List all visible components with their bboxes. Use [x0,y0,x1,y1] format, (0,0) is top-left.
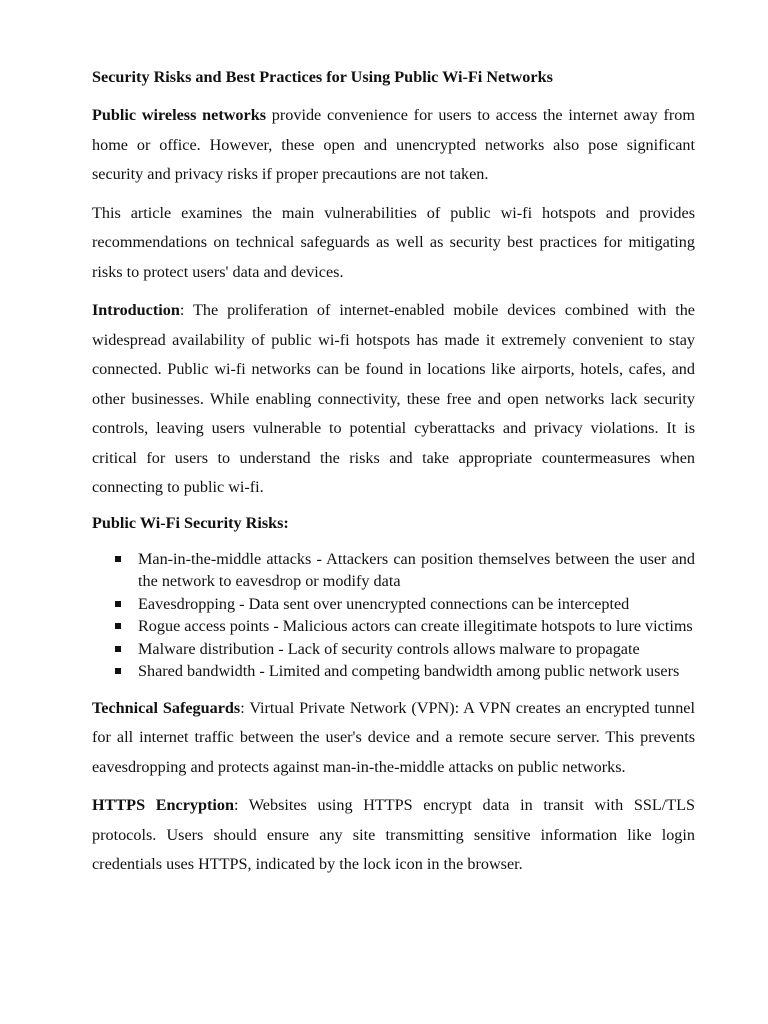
bullet-icon [115,601,121,607]
https-text: : Websites using HTTPS encrypt data in transit with SSL/TLS protocols. Users should ensure any site transmitting sensitive information like login credentials uses HTTPS, indicated by the lock icon in the browser. [92,796,695,873]
bullet-icon [115,623,121,629]
intro-paragraph [92,101,695,190]
intro-lead: Public wireless networks [92,106,267,124]
risks-list [92,548,695,683]
risk-item-text: Shared bandwidth - Limited and competing bandwidth among public network users [138,662,680,680]
technical-safeguards-lead: Technical Safeguards [92,698,241,717]
risk-item [92,638,695,661]
risk-item-text: Malware distribution - Lack of security controls allows malware to propagate [138,639,640,658]
risk-item [92,548,695,593]
bullet-icon [115,668,121,674]
technical-safeguards-text: : Virtual Private Network (VPN): A VPN creates an encrypted tunnel for all internet traffic between the user's device and a remote secure server. This prevents eavesdropping and protects against man-in-the-middle attacks on public networks. [92,698,695,776]
introduction-paragraph [92,296,695,503]
risks-heading: Public Wi-Fi Security Risks: [92,513,289,532]
risk-item-text: Man-in-the-middle attacks - Attackers can position themselves between the user and the network to eavesdrop or modify data [138,549,695,590]
risk-item-text: Rogue access points - Malicious actors can create illegitimate hotspots to lure victims [138,617,693,635]
introduction-text: : The proliferation of internet-enabled mobile devices combined with the widespread availability of public wi-fi hotspots has made it extremely convenient to stay connected. Public wi-fi networks can be found in locations like airports, hotels, cafes, and other businesses. While enabling connectivity, these free and open networks lack security controls, leaving users vulnerable to potential cyberattacks and privacy violations. It is critical for users to understand the risks and take appropriate countermeasures when connecting to public wi-fi. [92,301,695,496]
bullet-icon [115,556,121,562]
introduction-lead: Introduction [92,301,180,319]
https-lead: HTTPS Encryption [92,796,234,814]
document-title: Security Risks and Best Practices for Using Public Wi-Fi Networks [92,68,553,86]
overview-paragraph: This article examines the main vulnerabilities of public wi-fi hotspots and provides recommendations on technical safeguards as well as security best practices for mitigating risks to protect users' data and devices. [92,203,695,281]
bullet-icon [115,646,121,652]
intro-text: provide convenience for users to access the internet away from home or office. However, these open and unencrypted networks also pose significant security and privacy risks if proper precautions are not taken. [92,106,695,183]
https-paragraph [92,791,695,880]
risk-item [92,660,695,683]
risk-item-text: Eavesdropping - Data sent over unencrypted connections can be intercepted [138,594,630,613]
technical-safeguards-paragraph [92,694,695,783]
risk-item [92,615,695,638]
risk-item [92,593,695,616]
